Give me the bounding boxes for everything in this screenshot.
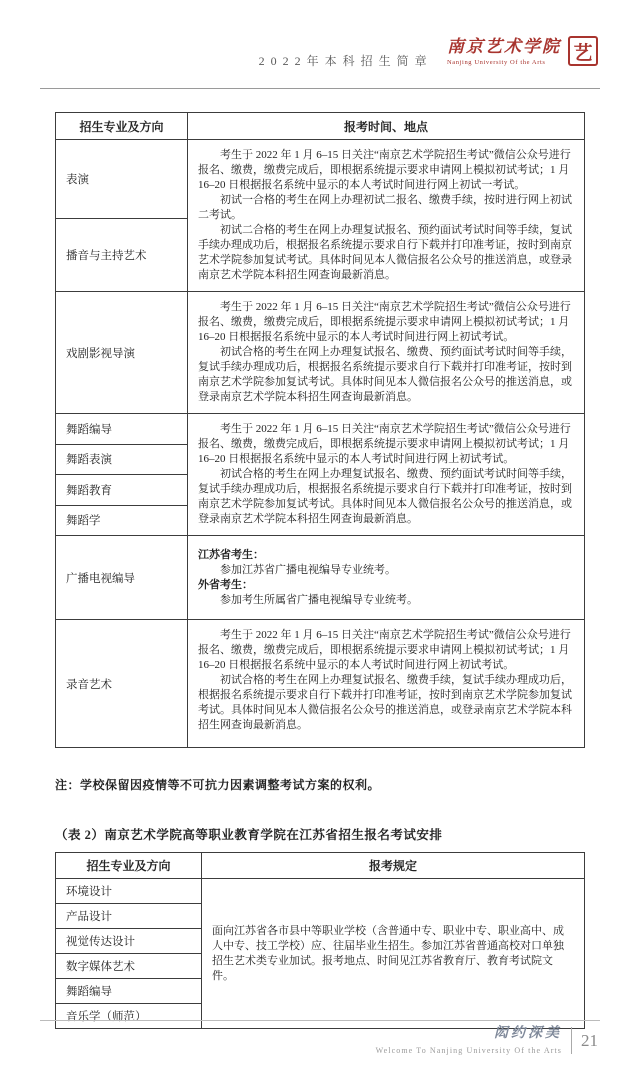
schedule-paragraph: 参加江苏省广播电视编导专业统考。 <box>220 563 396 576</box>
major-cell-luyin: 录音艺术 <box>56 620 188 748</box>
header-divider <box>40 88 600 89</box>
major-cell-wudaojiaoyu: 舞蹈教育 <box>56 475 188 506</box>
page-footer <box>376 1026 598 1055</box>
footer-welcome-text: Welcome To Nanjing University Of the Arts <box>375 1046 562 1055</box>
table-row <box>56 292 585 414</box>
admission-schedule-table <box>55 112 585 748</box>
table1-col2-header: 报考时间、地点 <box>188 113 585 140</box>
schedule-paragraph: 参加考生所属省广播电视编导专业统考。 <box>220 593 418 606</box>
major-cell-biaoyan: 表演 <box>56 140 188 219</box>
content-area <box>55 112 585 1029</box>
document-title: 2022年本科招生简章 <box>258 54 433 68</box>
province-label: 江苏省考生： <box>198 548 264 561</box>
schedule-paragraph: 初试合格的考生在网上办理复试报名、缴费手续，复试手续办理成功后，根据报名系统提示要求自行下载并打印准考证，按时到南京艺术学院参加复试考试。具体时间见本人微信报名公众号的推送消息，或登录南京艺术学院本科招生网查询最新消息。 <box>198 674 572 731</box>
regulation-paragraph: 面向江苏省各市县中等职业学校（含普通中专、职业中专、职业高中、成人中专、技工学校）应、往届毕业生招生。参加江苏省普通高校对口单独招生艺术类专业加试。报考地点、时间见江苏省教育厅、教育考试院文件。 <box>212 924 564 982</box>
footer-vertical-divider <box>571 1027 572 1054</box>
schedule-cell-group4 <box>188 620 585 748</box>
university-name-cn: 南京艺术学院 <box>447 36 561 56</box>
schedule-cell-group1 <box>188 292 585 414</box>
major-cell-wudaobiaoyan: 舞蹈表演 <box>56 444 188 475</box>
schedule-paragraph: 初试合格的考生在网上办理复试报名、缴费、预约面试考试时间等手续，复试手续办理成功后，根据报名系统提示要求自行下载并打印准考证，按时到南京艺术学院参加复试考试。具体时间见本人微信报名公众号的推送消息，或登录南京艺术学院本科招生网查询最新消息。 <box>198 346 572 403</box>
major-cell-shuzimeiti: 数字媒体艺术 <box>56 954 202 979</box>
table-row <box>56 620 585 748</box>
table-row <box>56 536 585 620</box>
schedule-paragraph: 初试二合格的考生在网上办理复试报名、预约面试考试时间等手续，复试手续办理成功后，根据报名系统提示要求自行下载并打印准考证，按时到南京艺术学院参加复试考试。具体时间见本人微信报名公众号的推送消息，或登录南京艺术学院本科招生网查询最新消息。 <box>198 224 572 281</box>
major-cell-guangbo: 广播电视编导 <box>56 536 188 620</box>
major-cell-yinyuexue: 音乐学（师范） <box>56 1004 202 1029</box>
major-cell-shijue: 视觉传达设计 <box>56 929 202 954</box>
schedule-cell-group3 <box>188 536 585 620</box>
major-cell-boyin: 播音与主持艺术 <box>56 219 188 292</box>
logo-text-block <box>447 37 561 66</box>
university-seal-icon: 艺 <box>568 36 598 66</box>
force-majeure-note: 注：学校保留因疫情等不可抗力因素调整考试方案的权利。 <box>55 778 381 792</box>
table1-col1-header: 招生专业及方向 <box>56 113 188 140</box>
footer-text-block <box>376 1026 562 1055</box>
table2-col2-header: 报考规定 <box>202 853 585 879</box>
footer-divider <box>40 1020 600 1021</box>
school-motto-script: 闳约深美 <box>494 1026 562 1041</box>
schedule-paragraph: 考生于 2022 年 1 月 6–15 日关注“南京艺术学院招生考试”微信公众号进行报名、缴费，缴费完成后，即根据系统提示要求申请网上模拟初试考试；1 月 16–20 日根据报名系统中显示的本人考试时间进行网上初试一考试。 <box>198 149 571 191</box>
table-row <box>56 140 585 219</box>
schedule-paragraph: 考生于 2022 年 1 月 6–15 日关注“南京艺术学院招生考试”微信公众号进行报名、缴费，缴费完成后，即根据系统提示要求申请网上模拟初试考试；1 月 16–20 日根据报名系统中显示的本人考试时间进行网上初试考试。 <box>198 423 571 465</box>
schedule-paragraph: 考生于 2022 年 1 月 6–15 日关注“南京艺术学院招生考试”微信公众号进行报名、缴费，缴费完成后，即根据系统提示要求申请网上模拟初试考试；1 月 16–20 日根据报名系统中显示的本人考试时间进行网上初试考试。 <box>198 629 571 671</box>
table2-col1-header: 招生专业及方向 <box>56 853 202 879</box>
major-cell-wudaoxue: 舞蹈学 <box>56 505 188 536</box>
schedule-paragraph: 初试一合格的考生在网上办理初试二报名、缴费手续，按时进行网上初试二考试。 <box>198 194 572 221</box>
schedule-paragraph: 考生于 2022 年 1 月 6–15 日关注“南京艺术学院招生考试”微信公众号进行报名、缴费，缴费完成后，即根据系统提示要求申请网上模拟初试考试；1 月 16–20 日根据报名系统中显示的本人考试时间进行网上初试考试。 <box>198 301 571 343</box>
page-number: 21 <box>581 1030 598 1050</box>
major-cell-wudaobiandao2: 舞蹈编导 <box>56 979 202 1004</box>
major-cell-chanpin: 产品设计 <box>56 904 202 929</box>
vocational-admission-table <box>55 852 585 1029</box>
table-row <box>56 879 585 904</box>
regulation-cell <box>202 879 585 1029</box>
table2-title: （表 2）南京艺术学院高等职业教育学院在江苏省招生报名考试安排 <box>55 828 443 842</box>
major-cell-xiju: 戏剧影视导演 <box>56 292 188 414</box>
major-cell-wudaobiandao: 舞蹈编导 <box>56 414 188 445</box>
major-cell-huanjing: 环境设计 <box>56 879 202 904</box>
page-header <box>0 0 640 88</box>
table-row <box>56 414 585 445</box>
university-logo <box>447 36 598 66</box>
schedule-cell-group2 <box>188 414 585 536</box>
schedule-paragraph: 初试合格的考生在网上办理复试报名、缴费、预约面试考试时间等手续，复试手续办理成功后，根据报名系统提示要求自行下载并打印准考证，按时到南京艺术学院参加复试考试。具体时间见本人微信报名公众号的推送消息，或登录南京艺术学院本科招生网查询最新消息。 <box>198 468 572 525</box>
province-label: 外省考生： <box>198 578 253 591</box>
schedule-cell-group0 <box>188 140 585 292</box>
university-name-en: Nanjing University Of the Arts <box>447 58 546 66</box>
table-header-row <box>56 853 585 879</box>
table-header-row <box>56 113 585 140</box>
